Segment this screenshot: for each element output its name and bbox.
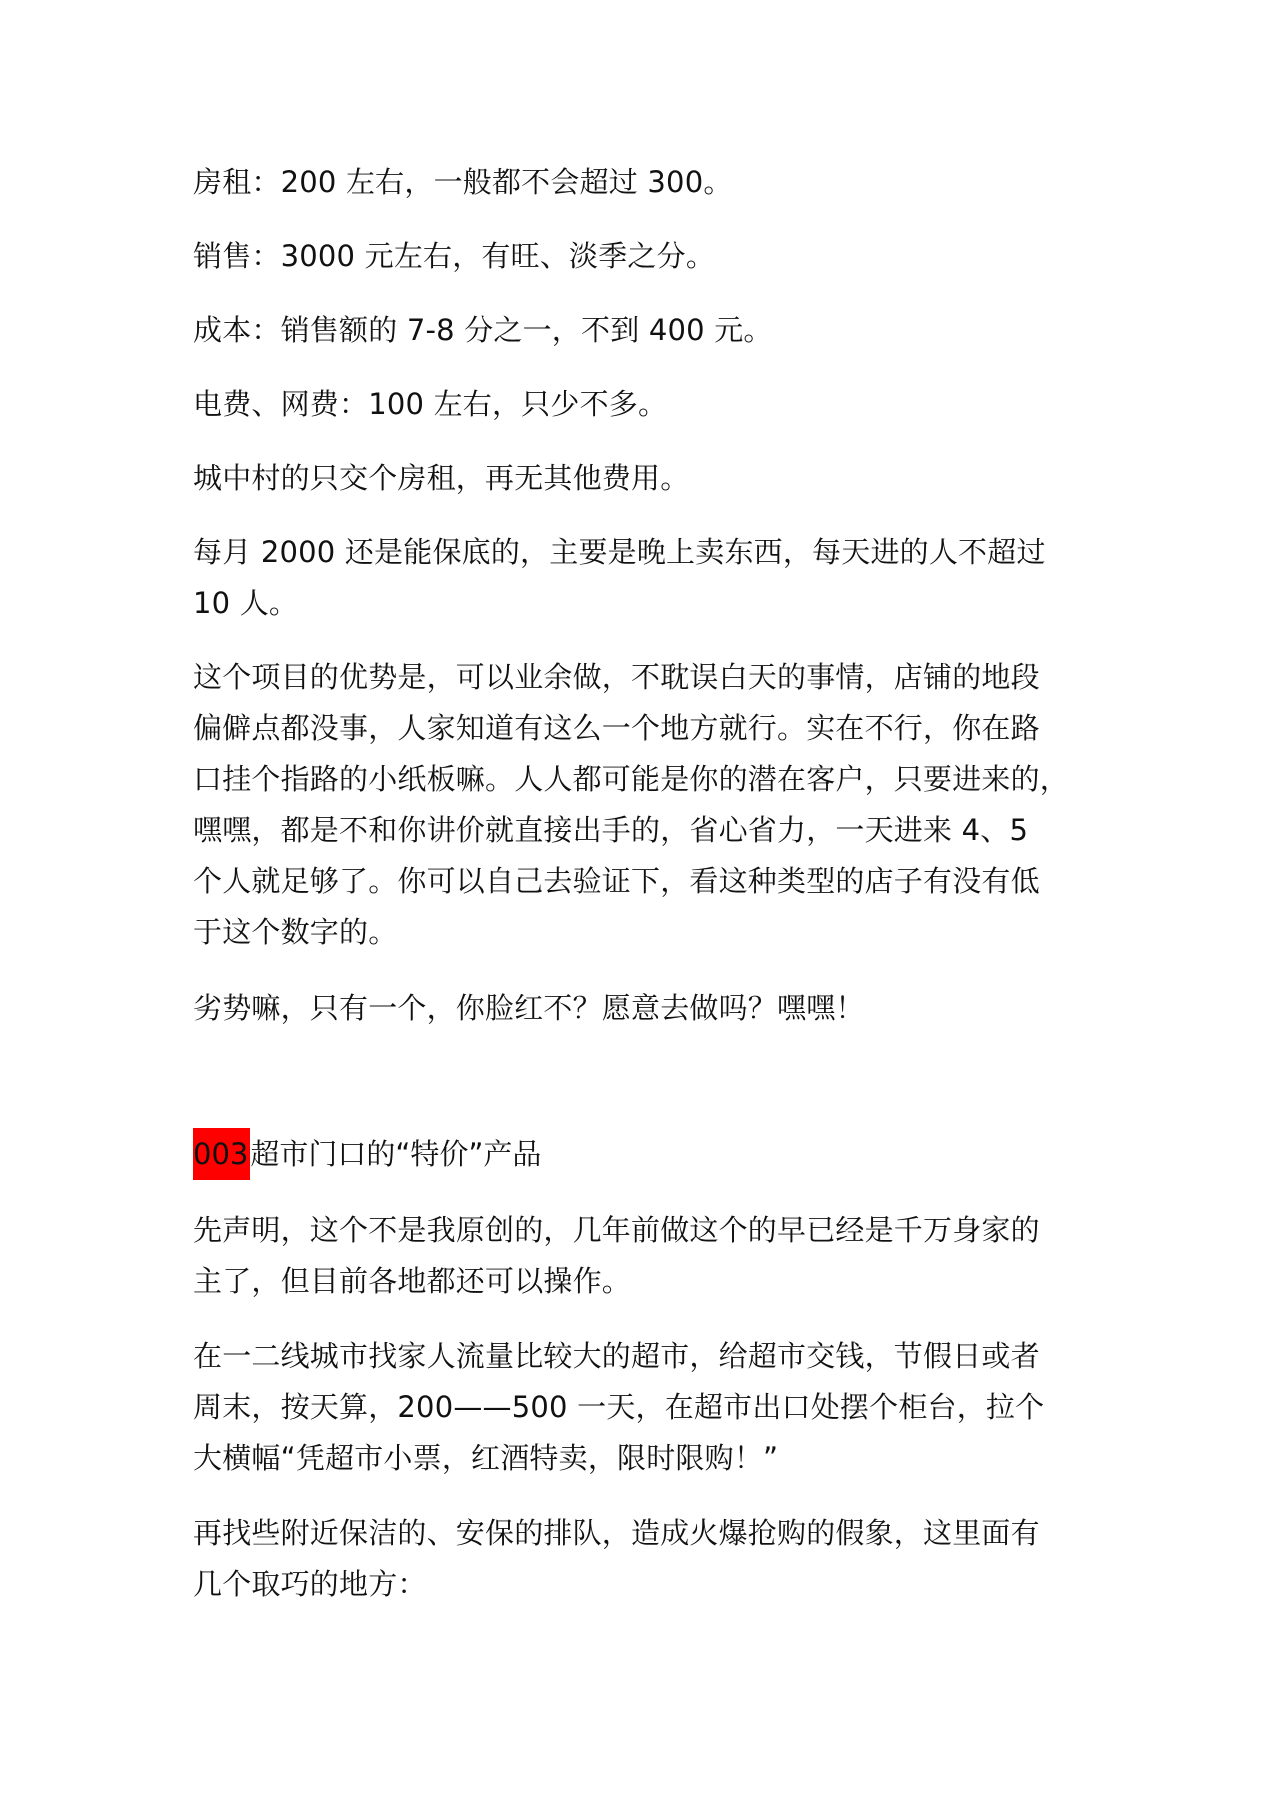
paragraph-line: 大横幅“凭超市小票，红酒特卖，限时限购！” xyxy=(193,1441,779,1475)
paragraph-line: 劣势嘛，只有一个，你脸红不？愿意去做吗？嘿嘿！ xyxy=(193,991,865,1025)
paragraph-line: 周末，按天算，200——500 一天，在超市出口处摆个柜台，拉个 xyxy=(193,1390,1045,1424)
paragraph-line: 销售：3000 元左右，有旺、淡季之分。 xyxy=(193,239,716,273)
paragraph-line: 成本：销售额的 7-8 分之一，不到 400 元。 xyxy=(193,313,773,347)
paragraph-line: 再找些附近保洁的、安保的排队，造成火爆抢购的假象，这里面有 xyxy=(193,1516,1040,1550)
paragraph-disclaimer xyxy=(193,1205,1123,1307)
paragraph-line: 口挂个指路的小纸板嘛。人人都可能是你的潜在客户，只要进来的， xyxy=(193,762,1070,796)
section-title: 超市门口的“特价”产品 xyxy=(250,1137,542,1171)
paragraph-advantages xyxy=(193,652,1123,958)
paragraph-line: 嘿嘿，都是不和你讲价就直接出手的，省心省力，一天进来 4、5 xyxy=(193,813,1029,847)
paragraph-monthly-income xyxy=(193,527,1123,629)
paragraph-line: 电费、网费：100 左右，只少不多。 xyxy=(193,387,668,421)
paragraph-line: 个人就足够了。你可以自己去验证下，看这种类型的店子有没有低 xyxy=(193,864,1040,898)
paragraph-cost xyxy=(193,305,1123,356)
paragraph-line: 房租：200 左右，一般都不会超过 300。 xyxy=(193,165,733,199)
paragraph-line: 这个项目的优势是，可以业余做，不耽误白天的事情，店铺的地段 xyxy=(193,660,1040,694)
paragraph-line: 城中村的只交个房租，再无其他费用。 xyxy=(193,461,690,495)
paragraph-line: 几个取巧的地方： xyxy=(193,1567,427,1601)
paragraph-line: 每月 2000 还是能保底的，主要是晚上卖东西，每天进的人不超过 xyxy=(193,535,1046,569)
paragraph-line: 偏僻点都没事，人家知道有这么一个地方就行。实在不行，你在路 xyxy=(193,711,1040,745)
paragraph-village-rent xyxy=(193,453,1123,504)
paragraph-line: 于这个数字的。 xyxy=(193,915,398,949)
section-number-highlight: 003 xyxy=(193,1128,250,1180)
paragraph-sales xyxy=(193,231,1123,282)
paragraph-queue-trick xyxy=(193,1508,1123,1610)
section-heading xyxy=(193,1128,541,1180)
paragraph-line: 10 人。 xyxy=(193,586,299,620)
paragraph-utilities xyxy=(193,379,1123,430)
paragraph-line: 先声明，这个不是我原创的，几年前做这个的早已经是千万身家的 xyxy=(193,1213,1040,1247)
paragraph-line: 主了，但目前各地都还可以操作。 xyxy=(193,1264,632,1298)
paragraph-disadvantages xyxy=(193,983,1123,1034)
paragraph-line: 在一二线城市找家人流量比较大的超市，给超市交钱，节假日或者 xyxy=(193,1339,1040,1373)
paragraph-rent xyxy=(193,157,1123,208)
paragraph-method xyxy=(193,1331,1123,1484)
